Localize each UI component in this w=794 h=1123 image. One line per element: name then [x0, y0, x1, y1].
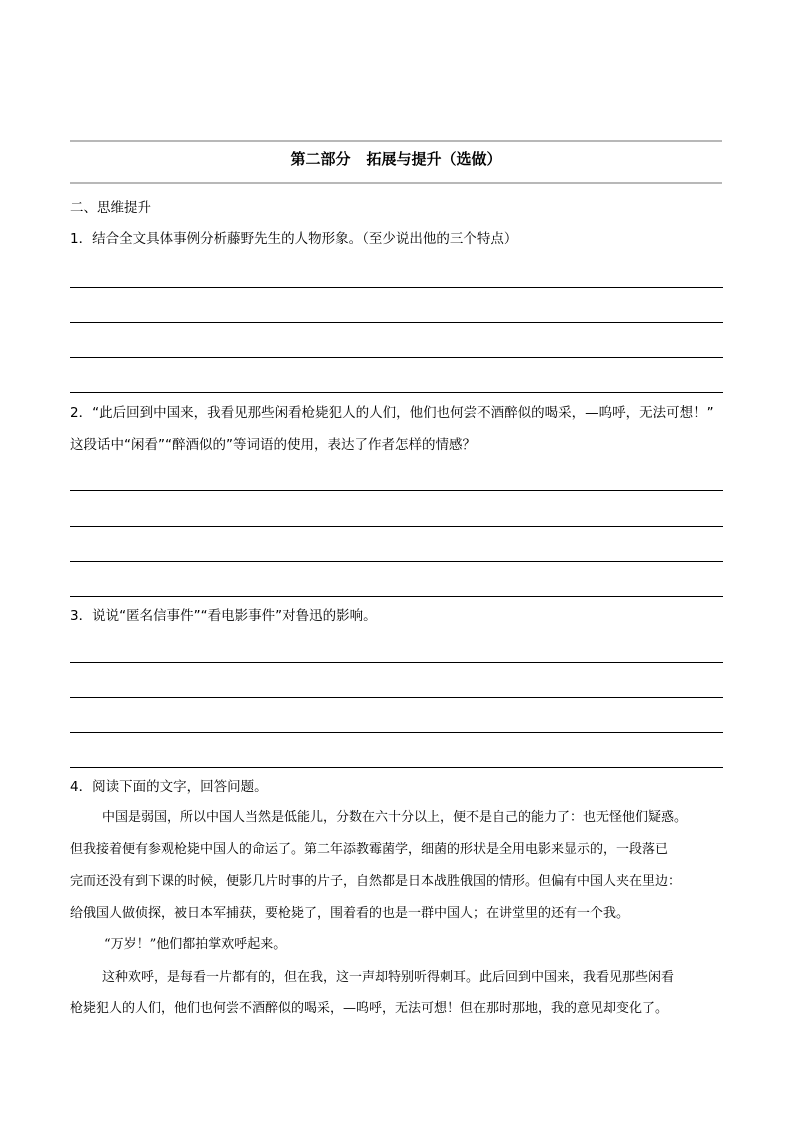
passage-line: “万岁！”他们都拍掌欢呼起来。	[104, 937, 287, 952]
question-3-text: 3．说说“匿名信事件”“看电影事件”对鲁迅的影响。	[70, 608, 377, 624]
answer-line	[70, 490, 723, 491]
answer-line	[70, 662, 723, 663]
answer-line	[70, 561, 723, 562]
section-bottom-rule	[70, 182, 722, 184]
passage-line: 中国是弱国，所以中国人当然是低能儿，分数在六十分以上，便不是自己的能力了：也无怪他们疑惑。	[102, 810, 688, 825]
passage-line: 但我接着便有参观枪毙中国人的命运了。第二年添教霉菌学，细菌的形状是全用电影来显示的，一段落已	[70, 842, 669, 857]
answer-line	[70, 526, 723, 527]
passage-line: 这种欢呼，是每看一片都有的，但在我，这一声却特别听得刺耳。此后回到中国来，我看见那些闲看	[102, 970, 675, 985]
answer-line	[70, 596, 723, 597]
section-part-label: 第二部分	[290, 150, 351, 168]
passage-line: 枪毙犯人的人们，他们也何尝不酒醉似的喝采，—呜呼，无法可想！但在那时那地，我的意见却变化了。	[70, 1001, 669, 1016]
answer-line	[70, 697, 723, 698]
answer-line	[70, 357, 723, 358]
question-2-text: 2．“此后回到中国来，我看见那些闲看枪毙犯人的人们，他们也何尝不酒醉似的喝采，—呜呼，无法可想！”	[70, 405, 714, 421]
answer-line	[70, 322, 723, 323]
section-title-text: 拓展与提升（选做）	[366, 150, 502, 168]
section-title	[70, 149, 722, 169]
question-4-text: 4．阅读下面的文字，回答问题。	[70, 779, 268, 795]
section-top-rule	[70, 140, 722, 142]
answer-line	[70, 732, 723, 733]
answer-line	[70, 767, 723, 768]
answer-line	[70, 392, 723, 393]
passage-line: 给俄国人做侦探，被日本军捕获，要枪毙了，围着看的也是一群中国人；在讲堂里的还有一个我。	[70, 906, 630, 921]
question-1-text: 1．结合全文具体事例分析藤野先生的人物形象。（至少说出他的三个特点）	[70, 231, 518, 247]
question-2-text-line-2: 这段话中“闲看”“醉酒似的”等词语的使用，表达了作者怎样的情感？	[70, 437, 476, 453]
answer-line	[70, 287, 723, 288]
subsection-heading: 二、思维提升	[70, 200, 151, 216]
passage-line: 完而还没有到下课的时候，便影几片时事的片子，自然都是日本战胜俄国的情形。但偏有中国人夹在里边：	[70, 874, 682, 889]
